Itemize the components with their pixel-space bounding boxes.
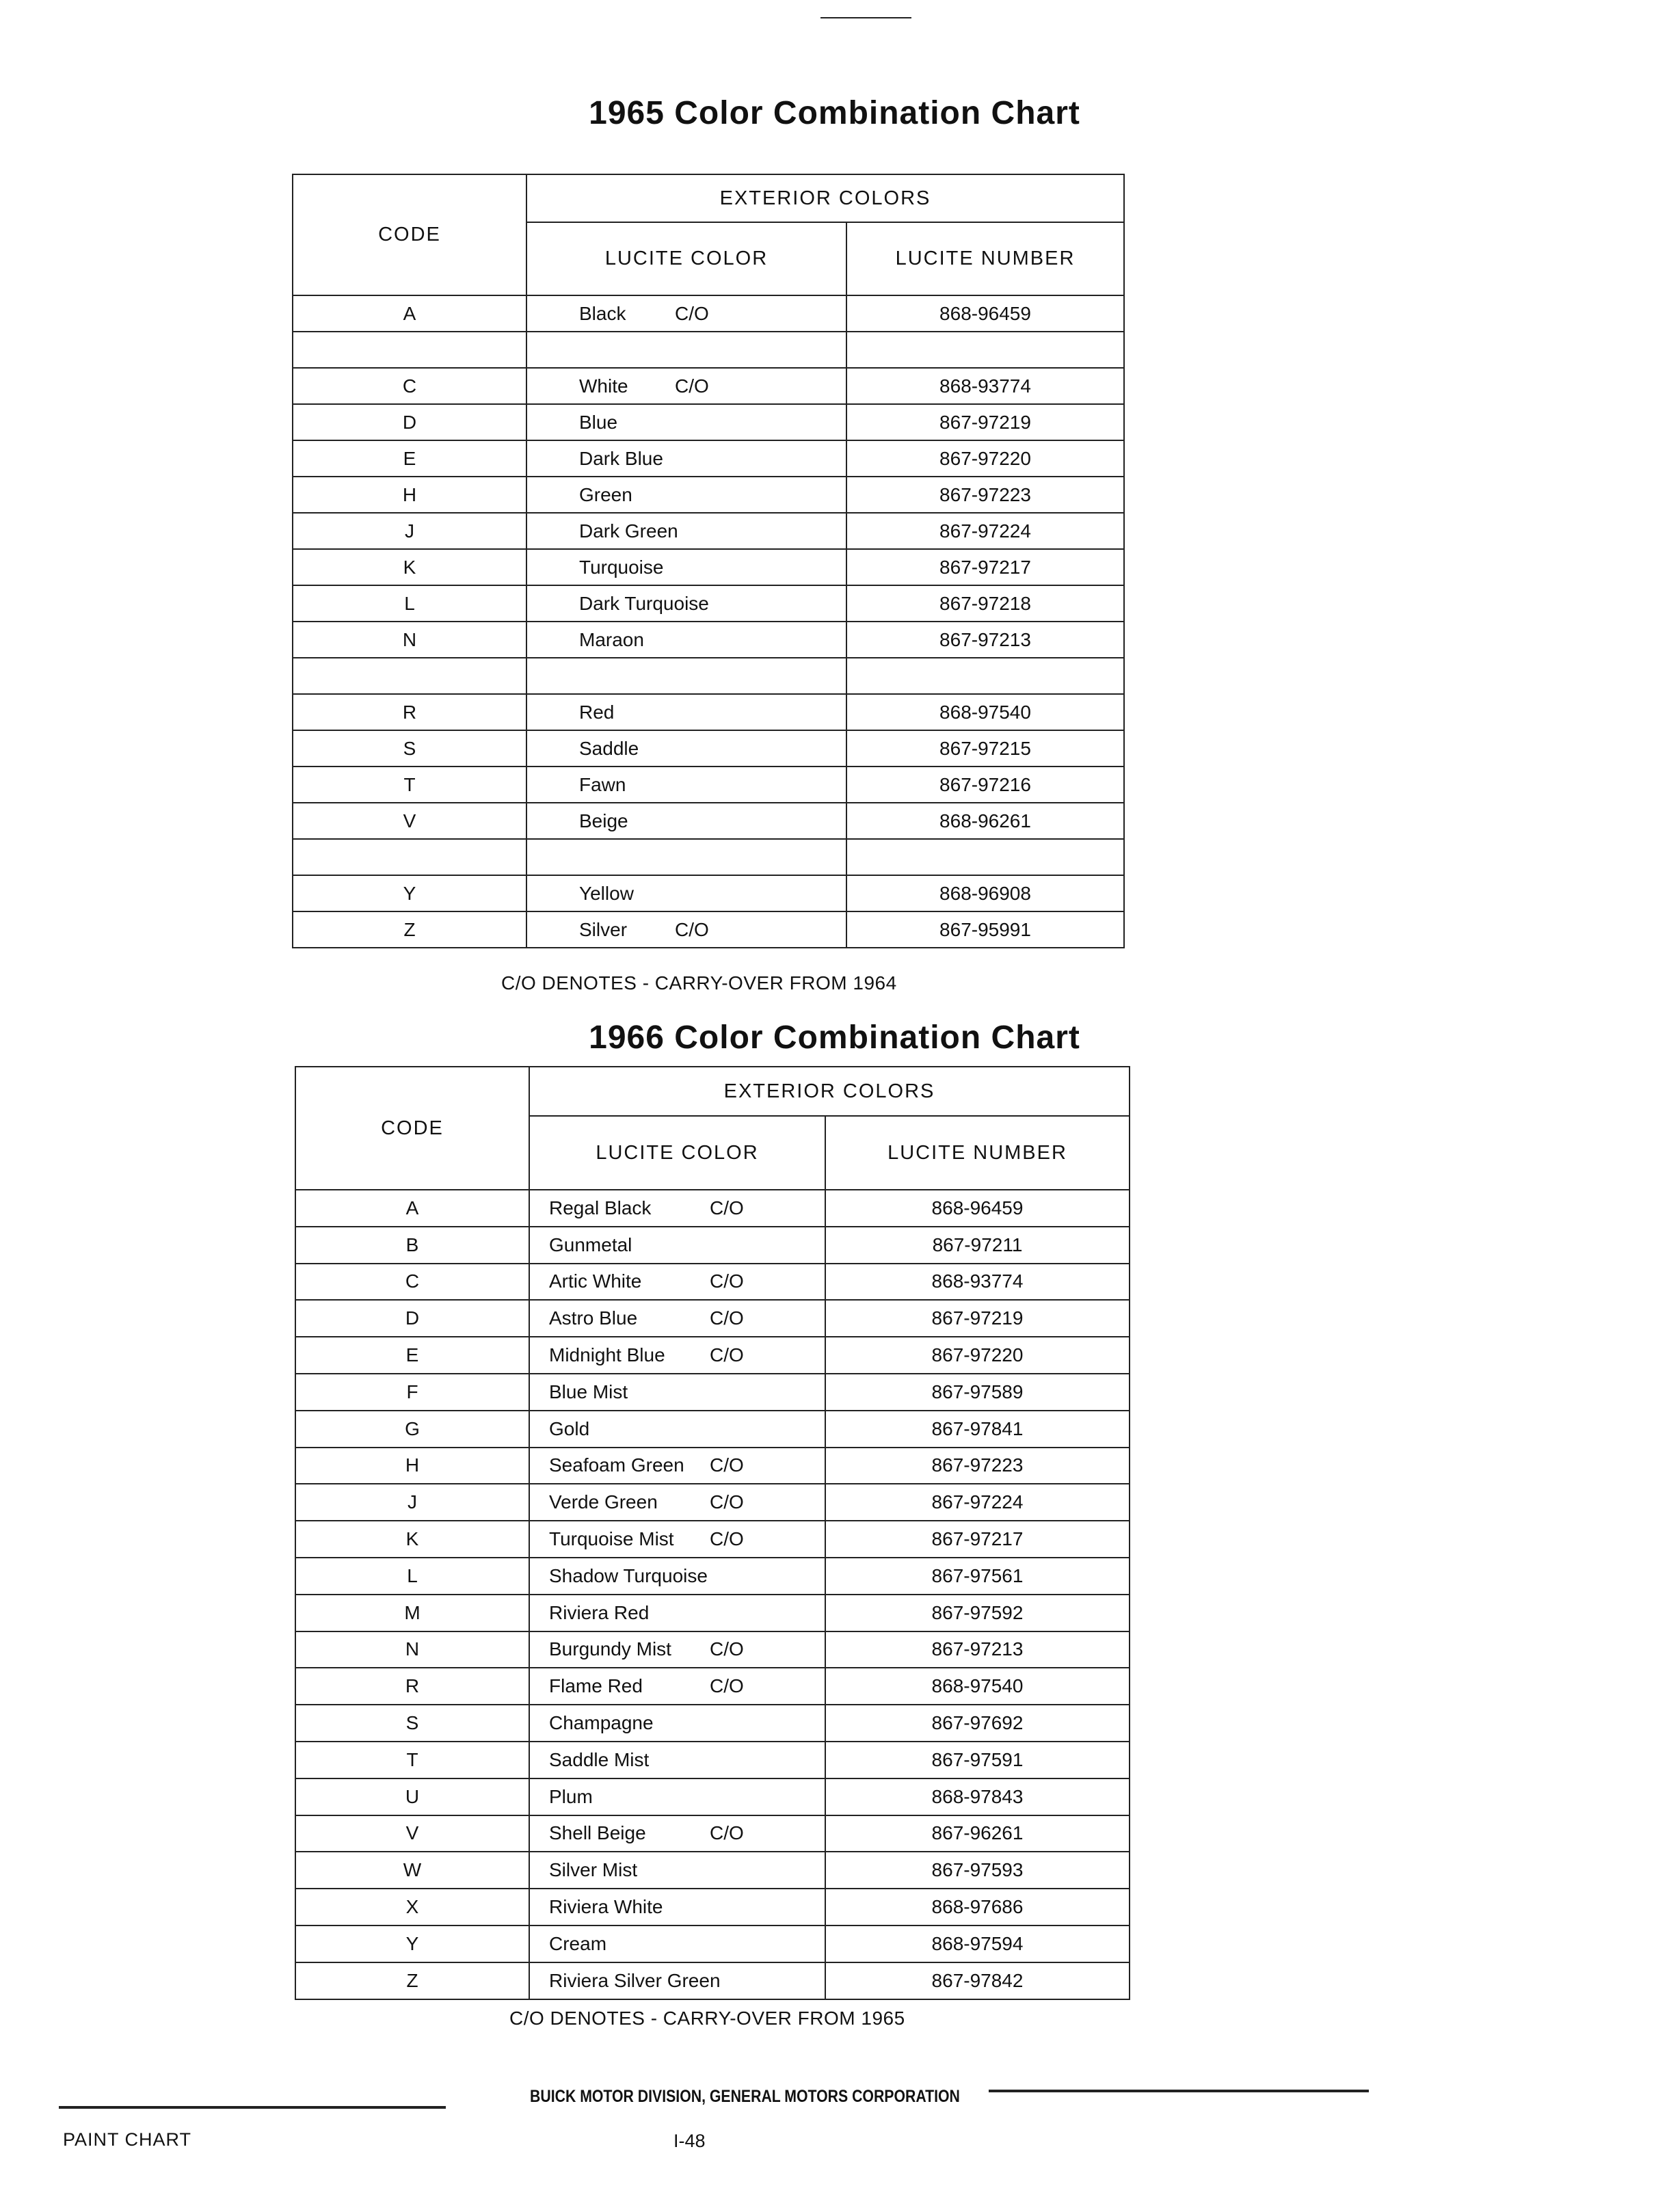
code-cell: S: [295, 1705, 529, 1742]
code-cell: L: [295, 1558, 529, 1595]
code-cell: R: [295, 1668, 529, 1705]
lucite-number-cell: 867-97211: [825, 1227, 1130, 1264]
lucite-number-cell: [846, 332, 1124, 368]
code-cell: F: [295, 1374, 529, 1411]
table-row: [295, 1778, 1130, 1815]
lucite-color-cell: [526, 332, 846, 368]
table-row: [293, 549, 1124, 585]
lucite-number-cell: 867-97220: [846, 440, 1124, 477]
table-row: [295, 1264, 1130, 1301]
table-row: [293, 295, 1124, 332]
code-cell: K: [295, 1521, 529, 1558]
code-cell: Z: [293, 911, 526, 948]
lucite-color-cell: [529, 1852, 825, 1889]
lucite-color-cell: [529, 1631, 825, 1668]
table-row: [293, 658, 1124, 694]
lucite-number-cell: 867-97213: [846, 622, 1124, 658]
carry-over-marker: C/O: [710, 1528, 744, 1550]
color-name: Dark Green: [579, 520, 678, 542]
header-lucite-number: LUCITE NUMBER: [825, 1116, 1130, 1190]
table-row: [293, 622, 1124, 658]
table-row: [293, 368, 1124, 404]
carry-over-marker: C/O: [710, 1197, 744, 1218]
carry-over-marker: C/O: [710, 1307, 744, 1329]
carry-over-marker: C/O: [710, 1454, 744, 1476]
table-row: [295, 1705, 1130, 1742]
table-row: [293, 585, 1124, 622]
code-cell: Z: [295, 1962, 529, 1999]
table-row: [295, 1668, 1130, 1705]
carry-over-marker: C/O: [675, 918, 709, 940]
code-cell: C: [295, 1264, 529, 1301]
lucite-number-cell: 867-97223: [846, 477, 1124, 513]
code-cell: D: [295, 1300, 529, 1337]
lucite-number-cell: 867-97224: [825, 1484, 1130, 1521]
color-name: Turquoise Mist: [549, 1528, 674, 1550]
table-row: [295, 1521, 1130, 1558]
code-cell: B: [295, 1227, 529, 1264]
lucite-color-cell: [529, 1595, 825, 1631]
lucite-number-cell: 867-97692: [825, 1705, 1130, 1742]
code-cell: M: [295, 1595, 529, 1631]
lucite-color-cell: [526, 658, 846, 694]
lucite-number-cell: 868-96261: [846, 803, 1124, 839]
lucite-number-cell: 868-96908: [846, 875, 1124, 911]
header-lucite-number: LUCITE NUMBER: [846, 222, 1124, 295]
code-cell: [293, 332, 526, 368]
code-cell: [293, 658, 526, 694]
lucite-color-cell: [526, 911, 846, 948]
header-lucite-color: LUCITE COLOR: [529, 1116, 825, 1190]
code-cell: R: [293, 694, 526, 730]
lucite-number-cell: 867-97841: [825, 1411, 1130, 1448]
table-row: [295, 1925, 1130, 1962]
lucite-color-cell: [529, 1484, 825, 1521]
color-name: Silver Mist: [549, 1859, 638, 1881]
code-cell: J: [293, 513, 526, 549]
lucite-number-cell: 867-97223: [825, 1448, 1130, 1484]
footer-rule-right: [989, 2090, 1369, 2092]
code-cell: E: [293, 440, 526, 477]
lucite-color-cell: [529, 1190, 825, 1227]
chart-1965-table: [292, 174, 1125, 948]
code-cell: A: [295, 1190, 529, 1227]
lucite-color-cell: [529, 1705, 825, 1742]
lucite-color-cell: [526, 622, 846, 658]
carry-over-marker: C/O: [710, 1491, 744, 1513]
lucite-number-cell: 867-97591: [825, 1742, 1130, 1778]
code-cell: L: [293, 585, 526, 622]
color-name: Blue Mist: [549, 1381, 628, 1402]
lucite-number-cell: 867-97213: [825, 1631, 1130, 1668]
lucite-color-cell: [529, 1227, 825, 1264]
code-cell: N: [295, 1631, 529, 1668]
header-code: CODE: [293, 174, 526, 295]
carry-over-marker: C/O: [710, 1344, 744, 1366]
table-row: [295, 1889, 1130, 1925]
lucite-color-cell: [529, 1558, 825, 1595]
table-row: [295, 1962, 1130, 1999]
color-name: Cream: [549, 1932, 607, 1954]
lucite-color-cell: [529, 1742, 825, 1778]
lucite-number-cell: [846, 658, 1124, 694]
lucite-number-cell: 867-97217: [846, 549, 1124, 585]
table-row: [295, 1742, 1130, 1778]
lucite-color-cell: [529, 1668, 825, 1705]
color-name: Riviera Red: [549, 1601, 650, 1623]
code-cell: V: [293, 803, 526, 839]
table-row: [293, 513, 1124, 549]
lucite-color-cell: [526, 694, 846, 730]
lucite-number-cell: 868-97594: [825, 1925, 1130, 1962]
color-name: Astro Blue: [549, 1307, 638, 1329]
header-exterior-colors: EXTERIOR COLORS: [526, 174, 1124, 222]
top-stray-mark: [820, 17, 911, 18]
color-name: Midnight Blue: [549, 1344, 665, 1366]
code-cell: G: [295, 1411, 529, 1448]
code-cell: N: [293, 622, 526, 658]
lucite-number-cell: 867-97217: [825, 1521, 1130, 1558]
table-row: [293, 911, 1124, 948]
footer-page-number: I-48: [673, 2131, 706, 2151]
code-cell: T: [293, 767, 526, 803]
color-name: Green: [579, 483, 632, 505]
lucite-color-cell: [526, 803, 846, 839]
lucite-color-cell: [529, 1815, 825, 1852]
lucite-number-cell: 868-96459: [846, 295, 1124, 332]
lucite-number-cell: 867-97220: [825, 1337, 1130, 1374]
lucite-color-cell: [526, 404, 846, 440]
code-cell: E: [295, 1337, 529, 1374]
lucite-color-cell: [529, 1374, 825, 1411]
carry-over-marker: C/O: [710, 1638, 744, 1660]
chart-1965-footnote: C/O DENOTES - CARRY-OVER FROM 1964: [501, 972, 897, 994]
lucite-color-cell: [529, 1521, 825, 1558]
color-name: White: [579, 375, 628, 397]
color-name: Gunmetal: [549, 1234, 632, 1255]
table-row: [293, 477, 1124, 513]
table-row: [293, 332, 1124, 368]
color-name: Blue: [579, 411, 618, 433]
lucite-color-cell: [526, 875, 846, 911]
lucite-number-cell: 867-97216: [846, 767, 1124, 803]
header-exterior-colors: EXTERIOR COLORS: [529, 1067, 1130, 1116]
table-row: [293, 730, 1124, 767]
code-cell: D: [293, 404, 526, 440]
table-row: [295, 1631, 1130, 1668]
code-cell: A: [293, 295, 526, 332]
color-name: Verde Green: [549, 1491, 658, 1513]
code-cell: [293, 839, 526, 875]
color-name: Silver: [579, 918, 628, 940]
lucite-color-cell: [526, 295, 846, 332]
lucite-number-cell: 868-93774: [825, 1264, 1130, 1301]
table-row: [295, 1595, 1130, 1631]
lucite-color-cell: [526, 767, 846, 803]
lucite-color-cell: [529, 1411, 825, 1448]
lucite-number-cell: 867-97224: [846, 513, 1124, 549]
table-row: [295, 1558, 1130, 1595]
color-name: Maraon: [579, 628, 644, 650]
code-cell: V: [295, 1815, 529, 1852]
color-name: Saddle: [579, 737, 639, 759]
lucite-number-cell: 868-97540: [825, 1668, 1130, 1705]
table-row: [295, 1374, 1130, 1411]
lucite-color-cell: [526, 368, 846, 404]
table-row: [295, 1448, 1130, 1484]
carry-over-marker: C/O: [710, 1675, 744, 1697]
lucite-color-cell: [526, 549, 846, 585]
lucite-color-cell: [526, 477, 846, 513]
lucite-number-cell: 867-97842: [825, 1962, 1130, 1999]
table-row: [293, 803, 1124, 839]
table-row: [293, 404, 1124, 440]
color-name: Saddle Mist: [549, 1748, 650, 1770]
table-row: [295, 1852, 1130, 1889]
lucite-number-cell: 868-96459: [825, 1190, 1130, 1227]
lucite-color-cell: [529, 1448, 825, 1484]
lucite-number-cell: 868-93774: [846, 368, 1124, 404]
code-cell: Y: [295, 1925, 529, 1962]
lucite-number-cell: 867-97592: [825, 1595, 1130, 1631]
carry-over-marker: C/O: [710, 1822, 744, 1844]
code-cell: K: [293, 549, 526, 585]
footer-publisher: BUICK MOTOR DIVISION, GENERAL MOTORS CORPORATION: [530, 2087, 960, 2106]
lucite-color-cell: [526, 585, 846, 622]
lucite-number-cell: 867-97593: [825, 1852, 1130, 1889]
table-row: [293, 767, 1124, 803]
lucite-color-cell: [529, 1778, 825, 1815]
carry-over-marker: C/O: [675, 375, 709, 397]
lucite-color-cell: [529, 1925, 825, 1962]
chart-1966-footnote: C/O DENOTES - CARRY-OVER FROM 1965: [509, 2008, 905, 2029]
code-cell: W: [295, 1852, 529, 1889]
lucite-number-cell: 867-97215: [846, 730, 1124, 767]
lucite-color-cell: [529, 1889, 825, 1925]
color-name: Turquoise: [579, 556, 664, 578]
color-name: Shell Beige: [549, 1822, 646, 1844]
color-name: Regal Black: [549, 1197, 652, 1218]
code-cell: H: [295, 1448, 529, 1484]
table-row: [295, 1227, 1130, 1264]
lucite-color-cell: [526, 839, 846, 875]
chart-1966-title: 1966 Color Combination Chart: [589, 1020, 1080, 1056]
table-row: [293, 440, 1124, 477]
header-code: CODE: [295, 1067, 529, 1190]
chart-1966-table: [295, 1066, 1130, 2000]
color-name: Shadow Turquoise: [549, 1564, 708, 1586]
lucite-color-cell: [529, 1264, 825, 1301]
code-cell: H: [293, 477, 526, 513]
color-name: Dark Turquoise: [579, 592, 709, 614]
lucite-color-cell: [526, 440, 846, 477]
lucite-number-cell: 867-97219: [846, 404, 1124, 440]
lucite-color-cell: [526, 730, 846, 767]
color-name: Fawn: [579, 773, 626, 795]
color-name: Gold: [549, 1417, 590, 1439]
carry-over-marker: C/O: [675, 302, 709, 324]
lucite-color-cell: [529, 1337, 825, 1374]
table-row: [295, 1337, 1130, 1374]
color-name: Yellow: [579, 882, 634, 904]
footer-rule-left: [59, 2106, 446, 2109]
code-cell: J: [295, 1484, 529, 1521]
lucite-number-cell: 867-97218: [846, 585, 1124, 622]
color-name: Flame Red: [549, 1675, 643, 1697]
code-cell: U: [295, 1778, 529, 1815]
color-name: Riviera White: [549, 1896, 663, 1918]
lucite-number-cell: 867-95991: [846, 911, 1124, 948]
lucite-number-cell: 868-97540: [846, 694, 1124, 730]
lucite-color-cell: [529, 1962, 825, 1999]
code-cell: X: [295, 1889, 529, 1925]
table-row: [295, 1190, 1130, 1227]
table-row: [295, 1300, 1130, 1337]
lucite-number-cell: [846, 839, 1124, 875]
code-cell: T: [295, 1742, 529, 1778]
color-name: Seafoam Green: [549, 1454, 684, 1476]
lucite-number-cell: 867-96261: [825, 1815, 1130, 1852]
lucite-number-cell: 868-97843: [825, 1778, 1130, 1815]
table-row: [295, 1815, 1130, 1852]
code-cell: S: [293, 730, 526, 767]
lucite-color-cell: [526, 513, 846, 549]
color-name: Plum: [549, 1785, 593, 1807]
code-cell: C: [293, 368, 526, 404]
table-row: [293, 875, 1124, 911]
carry-over-marker: C/O: [710, 1270, 744, 1292]
color-name: Artic White: [549, 1270, 642, 1292]
color-name: Red: [579, 701, 615, 723]
color-name: Champagne: [549, 1712, 654, 1734]
lucite-number-cell: 867-97589: [825, 1374, 1130, 1411]
lucite-number-cell: 867-97561: [825, 1558, 1130, 1595]
table-row: [293, 839, 1124, 875]
header-lucite-color: LUCITE COLOR: [526, 222, 846, 295]
lucite-number-cell: 868-97686: [825, 1889, 1130, 1925]
lucite-color-cell: [529, 1300, 825, 1337]
lucite-number-cell: 867-97219: [825, 1300, 1130, 1337]
color-name: Riviera Silver Green: [549, 1969, 721, 1991]
table-row: [295, 1411, 1130, 1448]
color-name: Black: [579, 302, 626, 324]
code-cell: Y: [293, 875, 526, 911]
chart-1965-title: 1965 Color Combination Chart: [589, 95, 1080, 131]
color-name: Burgundy Mist: [549, 1638, 671, 1660]
table-row: [295, 1484, 1130, 1521]
color-name: Beige: [579, 810, 628, 831]
footer-section: PAINT CHART: [63, 2129, 192, 2150]
color-name: Dark Blue: [579, 447, 663, 469]
table-row: [293, 694, 1124, 730]
